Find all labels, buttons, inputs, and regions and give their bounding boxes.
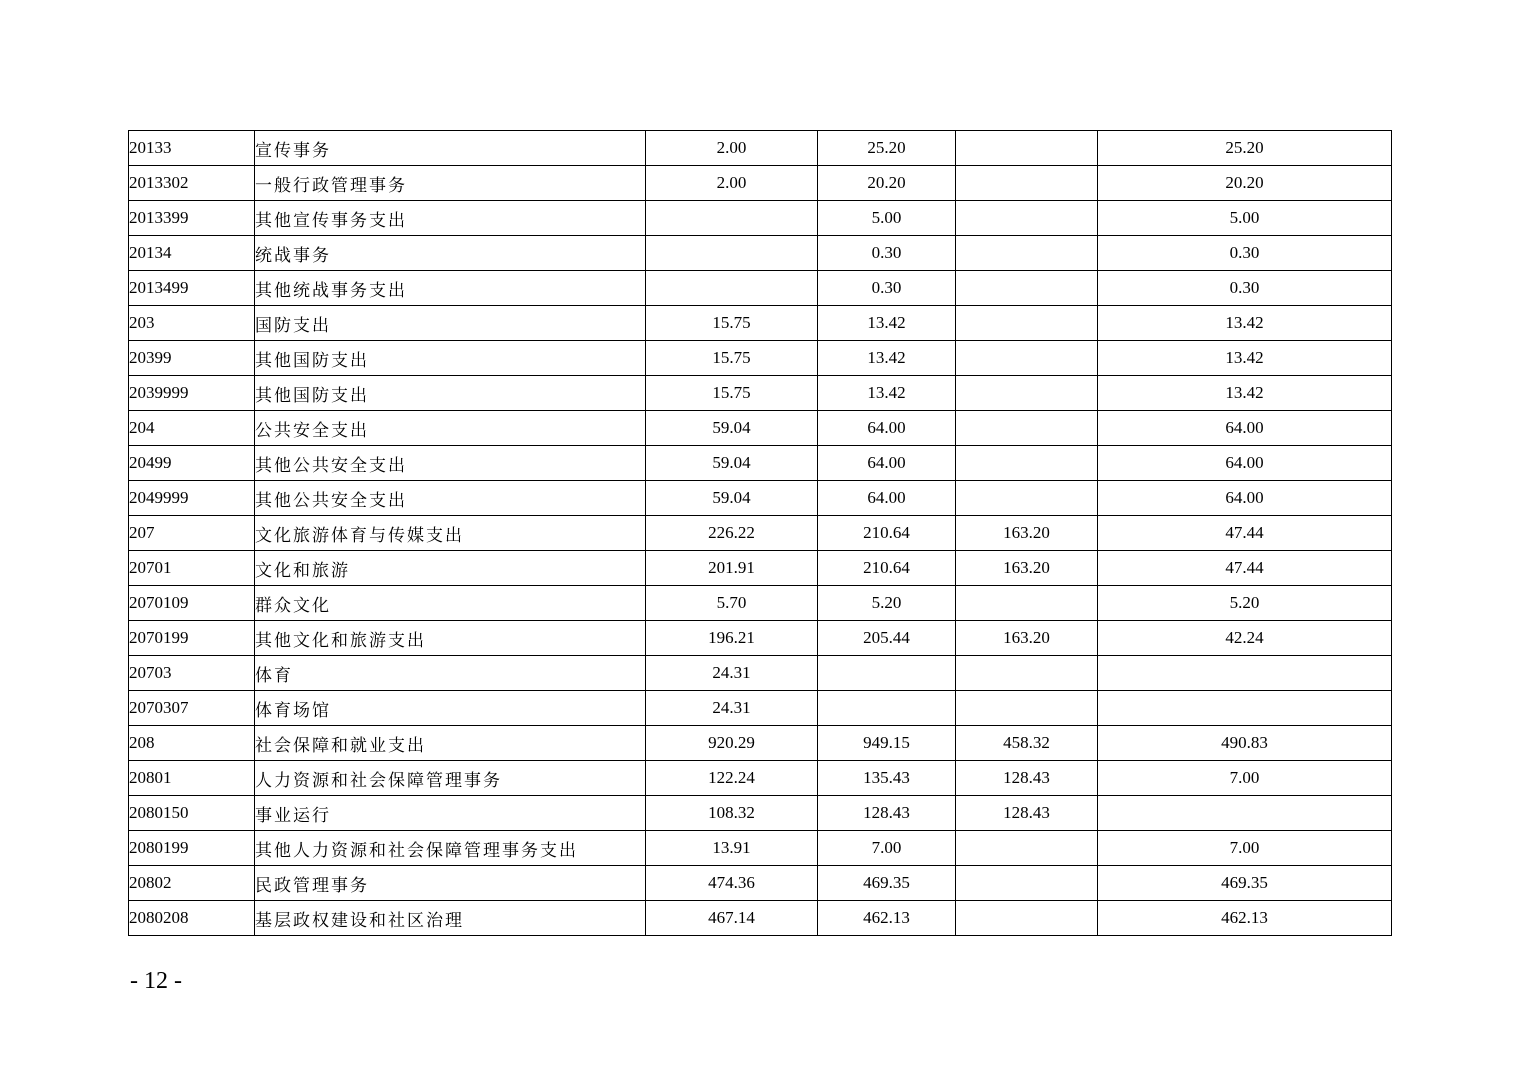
amount-cell-3 [956,446,1098,481]
amount-cell-3 [956,201,1098,236]
amount-cell-3 [956,656,1098,691]
table-row [129,341,1392,376]
account-name-cell: 民政管理事务 [255,866,646,901]
amount-cell-3 [956,306,1098,341]
table-row [129,691,1392,726]
amount-cell-2: 13.42 [818,306,956,341]
account-name-cell: 社会保障和就业支出 [255,726,646,761]
account-code-cell: 2070199 [129,621,255,656]
amount-cell-1: 196.21 [646,621,818,656]
account-name-cell: 其他人力资源和社会保障管理事务支出 [255,831,646,866]
amount-cell-4: 0.30 [1098,271,1392,306]
account-code-cell: 204 [129,411,255,446]
amount-cell-1: 2.00 [646,166,818,201]
account-name-cell: 人力资源和社会保障管理事务 [255,761,646,796]
account-name-cell: 体育场馆 [255,691,646,726]
table-row [129,446,1392,481]
account-code-cell: 207 [129,516,255,551]
amount-cell-4: 64.00 [1098,446,1392,481]
amount-cell-2: 0.30 [818,236,956,271]
table-row [129,831,1392,866]
amount-cell-2: 5.20 [818,586,956,621]
amount-cell-4: 25.20 [1098,131,1392,166]
amount-cell-2: 64.00 [818,481,956,516]
amount-cell-4 [1098,656,1392,691]
amount-cell-3: 128.43 [956,796,1098,831]
account-code-cell: 20801 [129,761,255,796]
account-name-cell: 统战事务 [255,236,646,271]
account-name-cell: 其他国防支出 [255,376,646,411]
amount-cell-4: 42.24 [1098,621,1392,656]
amount-cell-3 [956,866,1098,901]
account-code-cell: 20703 [129,656,255,691]
account-name-cell: 其他公共安全支出 [255,446,646,481]
account-name-cell: 其他统战事务支出 [255,271,646,306]
account-name-cell: 其他宣传事务支出 [255,201,646,236]
amount-cell-1: 920.29 [646,726,818,761]
amount-cell-3 [956,341,1098,376]
table-row [129,411,1392,446]
amount-cell-3: 128.43 [956,761,1098,796]
account-name-cell: 其他国防支出 [255,341,646,376]
table-row [129,901,1392,936]
table-row [129,376,1392,411]
table-row [129,516,1392,551]
table-row [129,726,1392,761]
table-row [129,166,1392,201]
amount-cell-2: 128.43 [818,796,956,831]
amount-cell-3: 163.20 [956,516,1098,551]
table-row [129,551,1392,586]
amount-cell-1: 59.04 [646,411,818,446]
amount-cell-3 [956,131,1098,166]
amount-cell-1 [646,236,818,271]
amount-cell-1: 24.31 [646,656,818,691]
account-code-cell: 20399 [129,341,255,376]
table-body [129,131,1392,936]
amount-cell-4: 20.20 [1098,166,1392,201]
account-name-cell: 国防支出 [255,306,646,341]
account-code-cell: 2013399 [129,201,255,236]
amount-cell-3 [956,271,1098,306]
amount-cell-4 [1098,691,1392,726]
amount-cell-2: 210.64 [818,551,956,586]
amount-cell-1: 474.36 [646,866,818,901]
amount-cell-1: 13.91 [646,831,818,866]
table-row [129,481,1392,516]
amount-cell-3 [956,691,1098,726]
amount-cell-2: 462.13 [818,901,956,936]
amount-cell-2: 25.20 [818,131,956,166]
account-code-cell: 2070307 [129,691,255,726]
amount-cell-2: 210.64 [818,516,956,551]
account-name-cell: 文化和旅游 [255,551,646,586]
amount-cell-2: 5.00 [818,201,956,236]
amount-cell-3: 163.20 [956,551,1098,586]
amount-cell-3 [956,481,1098,516]
account-code-cell: 2039999 [129,376,255,411]
account-code-cell: 2013499 [129,271,255,306]
budget-table [128,130,1392,936]
table-row [129,306,1392,341]
amount-cell-4: 462.13 [1098,901,1392,936]
amount-cell-3 [956,901,1098,936]
amount-cell-2 [818,691,956,726]
table-row [129,656,1392,691]
amount-cell-4 [1098,796,1392,831]
account-code-cell: 208 [129,726,255,761]
amount-cell-4: 5.20 [1098,586,1392,621]
table-row [129,271,1392,306]
amount-cell-4: 0.30 [1098,236,1392,271]
account-code-cell: 20134 [129,236,255,271]
amount-cell-4: 64.00 [1098,481,1392,516]
amount-cell-1: 201.91 [646,551,818,586]
amount-cell-2: 64.00 [818,411,956,446]
table-row [129,131,1392,166]
amount-cell-4: 5.00 [1098,201,1392,236]
amount-cell-3 [956,411,1098,446]
amount-cell-4: 47.44 [1098,551,1392,586]
amount-cell-2: 135.43 [818,761,956,796]
amount-cell-2: 0.30 [818,271,956,306]
account-code-cell: 2013302 [129,166,255,201]
amount-cell-2: 469.35 [818,866,956,901]
amount-cell-2 [818,656,956,691]
amount-cell-1 [646,201,818,236]
amount-cell-3 [956,831,1098,866]
table-row [129,586,1392,621]
amount-cell-3: 163.20 [956,621,1098,656]
amount-cell-1: 108.32 [646,796,818,831]
amount-cell-1: 24.31 [646,691,818,726]
account-name-cell: 基层政权建设和社区治理 [255,901,646,936]
amount-cell-4: 64.00 [1098,411,1392,446]
table-row [129,621,1392,656]
account-name-cell: 其他文化和旅游支出 [255,621,646,656]
account-code-cell: 20802 [129,866,255,901]
account-name-cell: 群众文化 [255,586,646,621]
account-name-cell: 一般行政管理事务 [255,166,646,201]
account-code-cell: 20701 [129,551,255,586]
amount-cell-1: 5.70 [646,586,818,621]
account-name-cell: 文化旅游体育与传媒支出 [255,516,646,551]
account-code-cell: 20133 [129,131,255,166]
account-code-cell: 20499 [129,446,255,481]
amount-cell-1: 467.14 [646,901,818,936]
account-name-cell: 公共安全支出 [255,411,646,446]
amount-cell-2: 13.42 [818,341,956,376]
table-row [129,761,1392,796]
amount-cell-1: 59.04 [646,446,818,481]
table-row [129,236,1392,271]
account-code-cell: 203 [129,306,255,341]
page-number: - 12 - [130,968,182,994]
table-row [129,201,1392,236]
account-code-cell: 2049999 [129,481,255,516]
account-name-cell: 其他公共安全支出 [255,481,646,516]
amount-cell-2: 205.44 [818,621,956,656]
amount-cell-1: 226.22 [646,516,818,551]
table-row [129,866,1392,901]
account-code-cell: 2070109 [129,586,255,621]
amount-cell-4: 13.42 [1098,376,1392,411]
account-code-cell: 2080199 [129,831,255,866]
account-name-cell: 体育 [255,656,646,691]
amount-cell-1 [646,271,818,306]
amount-cell-2: 7.00 [818,831,956,866]
amount-cell-1: 122.24 [646,761,818,796]
amount-cell-1: 15.75 [646,341,818,376]
amount-cell-4: 7.00 [1098,831,1392,866]
amount-cell-4: 47.44 [1098,516,1392,551]
amount-cell-1: 2.00 [646,131,818,166]
amount-cell-3 [956,586,1098,621]
amount-cell-3 [956,376,1098,411]
amount-cell-2: 13.42 [818,376,956,411]
amount-cell-4: 469.35 [1098,866,1392,901]
amount-cell-2: 64.00 [818,446,956,481]
amount-cell-1: 15.75 [646,376,818,411]
amount-cell-4: 13.42 [1098,306,1392,341]
amount-cell-3 [956,236,1098,271]
account-name-cell: 事业运行 [255,796,646,831]
amount-cell-4: 13.42 [1098,341,1392,376]
amount-cell-3: 458.32 [956,726,1098,761]
table-row [129,796,1392,831]
amount-cell-1: 15.75 [646,306,818,341]
amount-cell-2: 20.20 [818,166,956,201]
amount-cell-4: 490.83 [1098,726,1392,761]
account-code-cell: 2080208 [129,901,255,936]
amount-cell-4: 7.00 [1098,761,1392,796]
amount-cell-3 [956,166,1098,201]
amount-cell-2: 949.15 [818,726,956,761]
account-name-cell: 宣传事务 [255,131,646,166]
amount-cell-1: 59.04 [646,481,818,516]
account-code-cell: 2080150 [129,796,255,831]
